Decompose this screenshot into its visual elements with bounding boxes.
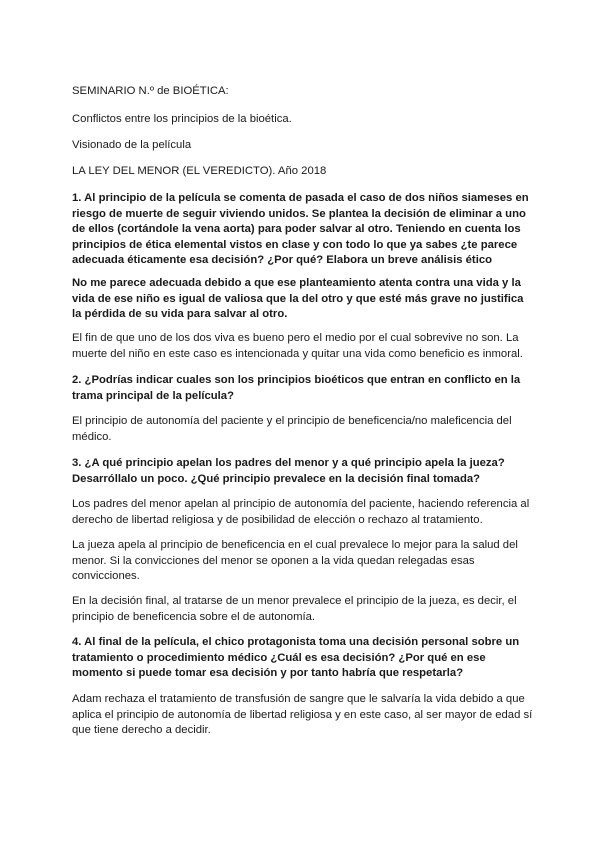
question-line: 1. Al principio de la película se comenta de pasada el caso de dos niños siameses en: [72, 192, 529, 204]
answer-line: principio de beneficencia sobre el de autonomía.: [72, 610, 316, 623]
question-line: tratamiento o procedimiento médico ¿Cuál es esa decisión? ¿Por qué en ese: [72, 651, 486, 664]
answer-line: El principio de autonomía del paciente y el principio de beneficencia/no maleficencia del: [72, 415, 512, 427]
question-line: riesgo de muerte de seguir viviendo unidos. Se plantea la decisión de eliminar a uno: [72, 207, 526, 220]
answer-line: En la decisión final, al tratarse de un menor prevalece el principio de la jueza, es decir, el: [72, 595, 517, 607]
answer-line: El fin de que uno de los dos viva es bueno pero el medio por el cual sobrevive no son. La: [72, 332, 519, 344]
question-line: 3. ¿A qué principio apelan los padres del menor y a qué principio apela la jueza?: [72, 457, 505, 469]
answer-line: No me parece adecuada debido a que ese planteamiento atenta contra una vida y la: [72, 277, 521, 289]
answer-line: derecho de libertad religiosa y de posibilidad de elección o rechazo al tratamiento.: [72, 513, 483, 526]
activity-line: Visionado de la película: [72, 139, 192, 151]
answer-line: La jueza apela al principio de beneficencia en el cual prevalece lo mejor para la salud del: [72, 539, 518, 551]
question-4: [72, 635, 528, 682]
answer-line: vida de ese niño es igual de valiosa que la del otro y que esté más grave no justifica: [72, 292, 524, 305]
answer-line: aplica el principio de autonomía de libertad religiosa y en este caso, al ser mayor de edad sí: [72, 708, 533, 721]
question-2: [72, 373, 528, 404]
question-line: adecuada éticamente esa decisión? ¿Por qué? Elabora un breve análisis ético: [72, 254, 493, 267]
answer-line: que tiene derecho a decidir.: [72, 724, 211, 737]
answer-3-decision: [72, 594, 528, 625]
question-line: de ellos (cortándole la vena aorta) para poder salvar al otro. Teniendo en cuenta los: [72, 223, 521, 236]
answer-1: [72, 331, 528, 362]
answer-4: [72, 692, 533, 739]
question-line: 2. ¿Podrías indicar cuales son los principios bioéticos que entran en conflicto en la: [72, 374, 521, 386]
question-3: [72, 456, 528, 487]
seminar-title: SEMINARIO N.º de BIOÉTICA:: [72, 85, 229, 97]
question-line: 4. Al final de la película, el chico protagonista toma una decisión personal sobre un: [72, 636, 520, 648]
question-line: trama principal de la película?: [72, 389, 234, 402]
film-title: LA LEY DEL MENOR (EL VEREDICTO). Año 2018: [72, 165, 327, 177]
answer-3-parents: [72, 497, 528, 528]
answer-line: la pérdida de su vida para salvar al otro.: [72, 308, 288, 321]
answer-line: Los padres del menor apelan al principio de autonomía del paciente, haciendo referencia al: [72, 498, 530, 510]
answer-line: menor. Si la convicciones del menor se oponen a la vida quedan relegadas esas: [72, 554, 475, 567]
answer-line: muerte del niño en este caso es intencionada y quitar una vida como beneficio es inmoral.: [72, 347, 523, 360]
answer-line: médico.: [72, 430, 112, 443]
answer-1-bold: [72, 276, 528, 323]
question-line: principios de ética elemental vistos en clase y con todo lo que ya sabes ¿te parece: [72, 238, 518, 251]
seminar-topic: Conflictos entre los principios de la bioética.: [72, 113, 292, 125]
answer-2: [72, 414, 528, 445]
question-1: [72, 191, 528, 269]
answer-line: convicciones.: [72, 570, 140, 583]
question-line: Desarróllalo un poco. ¿Qué principio prevalece en la decisión final tomada?: [72, 472, 481, 485]
answer-3-judge: [72, 538, 528, 585]
question-line: momento si puede tomar esa decisión y por tanto habría que respetarla?: [72, 667, 464, 680]
answer-line: Adam rechaza el tratamiento de transfusión de sangre que le salvaría la vida debido a que: [72, 693, 525, 705]
